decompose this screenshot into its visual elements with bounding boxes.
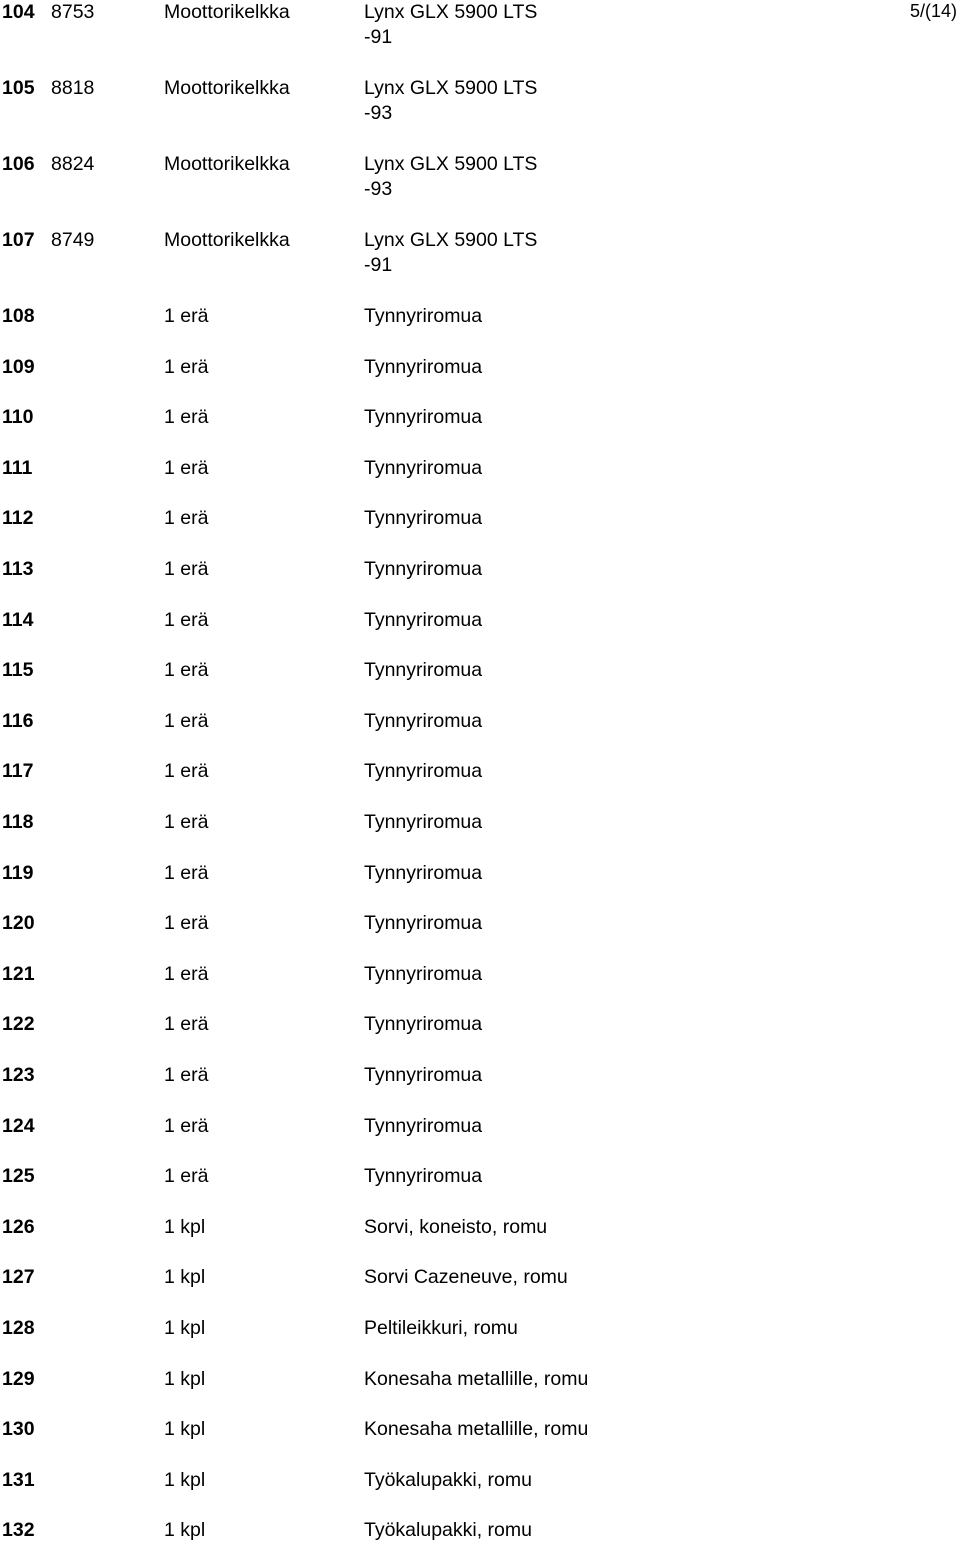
list-item — [0, 810, 900, 860]
list-item — [0, 608, 900, 658]
item-number: 122 — [2, 1013, 35, 1036]
item-quantity: 1 erä — [164, 456, 209, 479]
list-item — [0, 1518, 900, 1568]
item-description-line: Peltileikkuri, romu — [364, 1317, 518, 1339]
list-item — [0, 1468, 900, 1518]
list-item — [0, 1215, 900, 1265]
item-description-line: Tynnyriromua — [364, 709, 483, 732]
list-item — [0, 759, 900, 809]
item-description — [364, 76, 537, 126]
item-id: 8753 — [51, 1, 95, 23]
list-item — [0, 1265, 900, 1315]
item-number: 111 — [2, 456, 33, 479]
item-number: 113 — [2, 558, 34, 580]
item-description — [364, 810, 482, 835]
list-item — [0, 861, 900, 911]
item-quantity: 1 kpl — [164, 1367, 206, 1390]
item-number: 109 — [2, 355, 35, 378]
item-quantity: 1 erä — [164, 1165, 209, 1188]
item-quantity: 1 erä — [164, 709, 209, 732]
item-number: 126 — [2, 1215, 35, 1238]
list-item — [0, 911, 900, 961]
item-description — [364, 456, 482, 481]
item-description-line: Tynnyriromua — [364, 912, 483, 935]
list-item — [0, 962, 900, 1012]
item-description — [364, 861, 482, 886]
item-description-line: Sorvi Cazeneuve, romu — [364, 1266, 568, 1289]
item-quantity: 1 erä — [164, 659, 209, 682]
list-item — [0, 506, 900, 556]
item-description-line: Tynnyriromua — [364, 861, 483, 884]
item-quantity: 1 kpl — [164, 1266, 206, 1289]
item-description — [364, 658, 482, 683]
item-description-line: Lynx GLX 5900 LTS — [364, 153, 538, 175]
item-description — [364, 1063, 482, 1088]
item-description — [364, 911, 482, 936]
item-description-line: Tynnyriromua — [364, 962, 483, 985]
item-quantity: 1 kpl — [164, 1215, 206, 1238]
item-quantity: Moottorikelkka — [164, 153, 290, 175]
item-description — [364, 1164, 482, 1189]
item-id: 8818 — [51, 77, 95, 99]
item-description — [364, 228, 537, 278]
item-quantity: 1 erä — [164, 811, 209, 833]
item-description — [364, 1316, 518, 1341]
item-description-line: -91 — [364, 26, 393, 48]
item-description-line: Tynnyriromua — [364, 760, 483, 783]
list-item — [0, 1316, 900, 1366]
item-description-line: -91 — [364, 254, 393, 276]
list-item — [0, 405, 900, 455]
item-quantity: Moottorikelkka — [164, 77, 290, 99]
item-description-line: Tynnyriromua — [364, 355, 483, 378]
item-description-line: Tynnyriromua — [364, 456, 483, 479]
item-description-line: Lynx GLX 5900 LTS — [364, 1, 538, 23]
item-description-line: Tynnyriromua — [364, 1114, 483, 1137]
list-item — [0, 1114, 900, 1164]
item-description-line: Tynnyriromua — [364, 1064, 483, 1086]
item-number: 120 — [2, 912, 35, 935]
list-item — [0, 304, 900, 354]
item-description — [364, 1367, 588, 1392]
item-number: 128 — [2, 1317, 35, 1339]
page-number: 5/(14) — [909, 1, 957, 21]
item-description — [364, 759, 482, 784]
item-description-line: Tynnyriromua — [364, 608, 483, 631]
item-description — [364, 1468, 532, 1493]
item-number: 116 — [2, 709, 34, 732]
item-number: 130 — [2, 1418, 35, 1441]
item-number: 123 — [2, 1064, 35, 1086]
item-quantity: 1 kpl — [164, 1317, 206, 1339]
item-description — [364, 1114, 482, 1139]
item-quantity: 1 erä — [164, 406, 209, 429]
item-description-line: Tynnyriromua — [364, 507, 483, 530]
list-item — [0, 658, 900, 708]
item-quantity: 1 erä — [164, 1013, 209, 1036]
item-description — [364, 405, 482, 430]
item-number: 118 — [2, 811, 34, 833]
item-description-line: Tynnyriromua — [364, 659, 483, 682]
item-description-line: Konesaha metallille, romu — [364, 1367, 589, 1390]
item-description — [364, 1012, 482, 1037]
item-id: 8824 — [51, 153, 95, 175]
item-number: 132 — [2, 1519, 35, 1542]
list-item — [0, 1367, 900, 1417]
item-quantity: 1 kpl — [164, 1418, 206, 1441]
item-description-line: Lynx GLX 5900 LTS — [364, 77, 538, 99]
item-number: 107 — [2, 229, 35, 251]
item-number: 114 — [2, 608, 34, 631]
item-description — [364, 0, 537, 50]
list-item — [0, 1417, 900, 1467]
item-description-line: Lynx GLX 5900 LTS — [364, 229, 538, 251]
item-quantity: Moottorikelkka — [164, 229, 290, 251]
item-description — [364, 1215, 547, 1240]
item-description-line: Tynnyriromua — [364, 811, 483, 833]
item-quantity: 1 erä — [164, 558, 209, 580]
list-item — [0, 0, 900, 50]
list-item — [0, 152, 900, 202]
item-quantity: 1 erä — [164, 912, 209, 935]
list-item — [0, 1164, 900, 1214]
item-description-line: Tynnyriromua — [364, 1013, 483, 1036]
item-quantity: 1 erä — [164, 962, 209, 985]
item-quantity: 1 kpl — [164, 1468, 206, 1491]
item-description-line: Työkalupakki, romu — [364, 1519, 532, 1542]
item-quantity: 1 erä — [164, 1114, 209, 1137]
item-number: 127 — [2, 1266, 35, 1289]
item-quantity: 1 erä — [164, 760, 209, 783]
item-number: 115 — [2, 659, 34, 682]
item-number: 112 — [2, 507, 34, 530]
item-quantity: 1 erä — [164, 305, 209, 327]
item-description-line: Tynnyriromua — [364, 305, 483, 327]
item-number: 125 — [2, 1165, 35, 1188]
list-item — [0, 1012, 900, 1062]
list-item — [0, 1063, 900, 1113]
item-number: 104 — [2, 1, 35, 23]
list-item — [0, 228, 900, 278]
list-item — [0, 709, 900, 759]
item-quantity: 1 erä — [164, 608, 209, 631]
item-description — [364, 506, 482, 531]
item-quantity: Moottorikelkka — [164, 1, 290, 23]
item-description-line: Konesaha metallille, romu — [364, 1418, 589, 1441]
item-description — [364, 1518, 532, 1543]
item-description — [364, 152, 537, 202]
item-number: 131 — [2, 1468, 35, 1491]
item-description — [364, 709, 482, 734]
item-description — [364, 608, 482, 633]
item-quantity: 1 erä — [164, 355, 209, 378]
item-description — [364, 1417, 588, 1442]
item-description-line: Sorvi, koneisto, romu — [364, 1215, 548, 1238]
item-number: 106 — [2, 153, 35, 175]
item-description-line: -93 — [364, 102, 393, 124]
item-number: 108 — [2, 305, 35, 327]
item-description — [364, 304, 482, 329]
item-description-line: Tynnyriromua — [364, 1165, 483, 1188]
item-number: 129 — [2, 1367, 35, 1390]
item-description — [364, 962, 482, 987]
item-number: 110 — [2, 406, 34, 429]
item-description-line: Työkalupakki, romu — [364, 1468, 532, 1491]
item-number: 124 — [2, 1114, 35, 1137]
item-description-line: Tynnyriromua — [364, 406, 483, 429]
item-number: 117 — [2, 760, 34, 783]
item-number: 121 — [2, 962, 35, 985]
list-item — [0, 456, 900, 506]
item-quantity: 1 erä — [164, 507, 209, 530]
list-item — [0, 355, 900, 405]
item-id: 8749 — [51, 229, 95, 251]
item-description-line: Tynnyriromua — [364, 558, 483, 580]
list-item — [0, 76, 900, 126]
list-item — [0, 557, 900, 607]
item-quantity: 1 erä — [164, 1064, 209, 1086]
item-description — [364, 557, 482, 582]
item-number: 105 — [2, 77, 35, 99]
item-description-line: -93 — [364, 178, 393, 200]
item-number: 119 — [2, 861, 34, 884]
item-description — [364, 355, 482, 380]
item-quantity: 1 kpl — [164, 1519, 206, 1542]
item-quantity: 1 erä — [164, 861, 209, 884]
item-description — [364, 1265, 568, 1290]
